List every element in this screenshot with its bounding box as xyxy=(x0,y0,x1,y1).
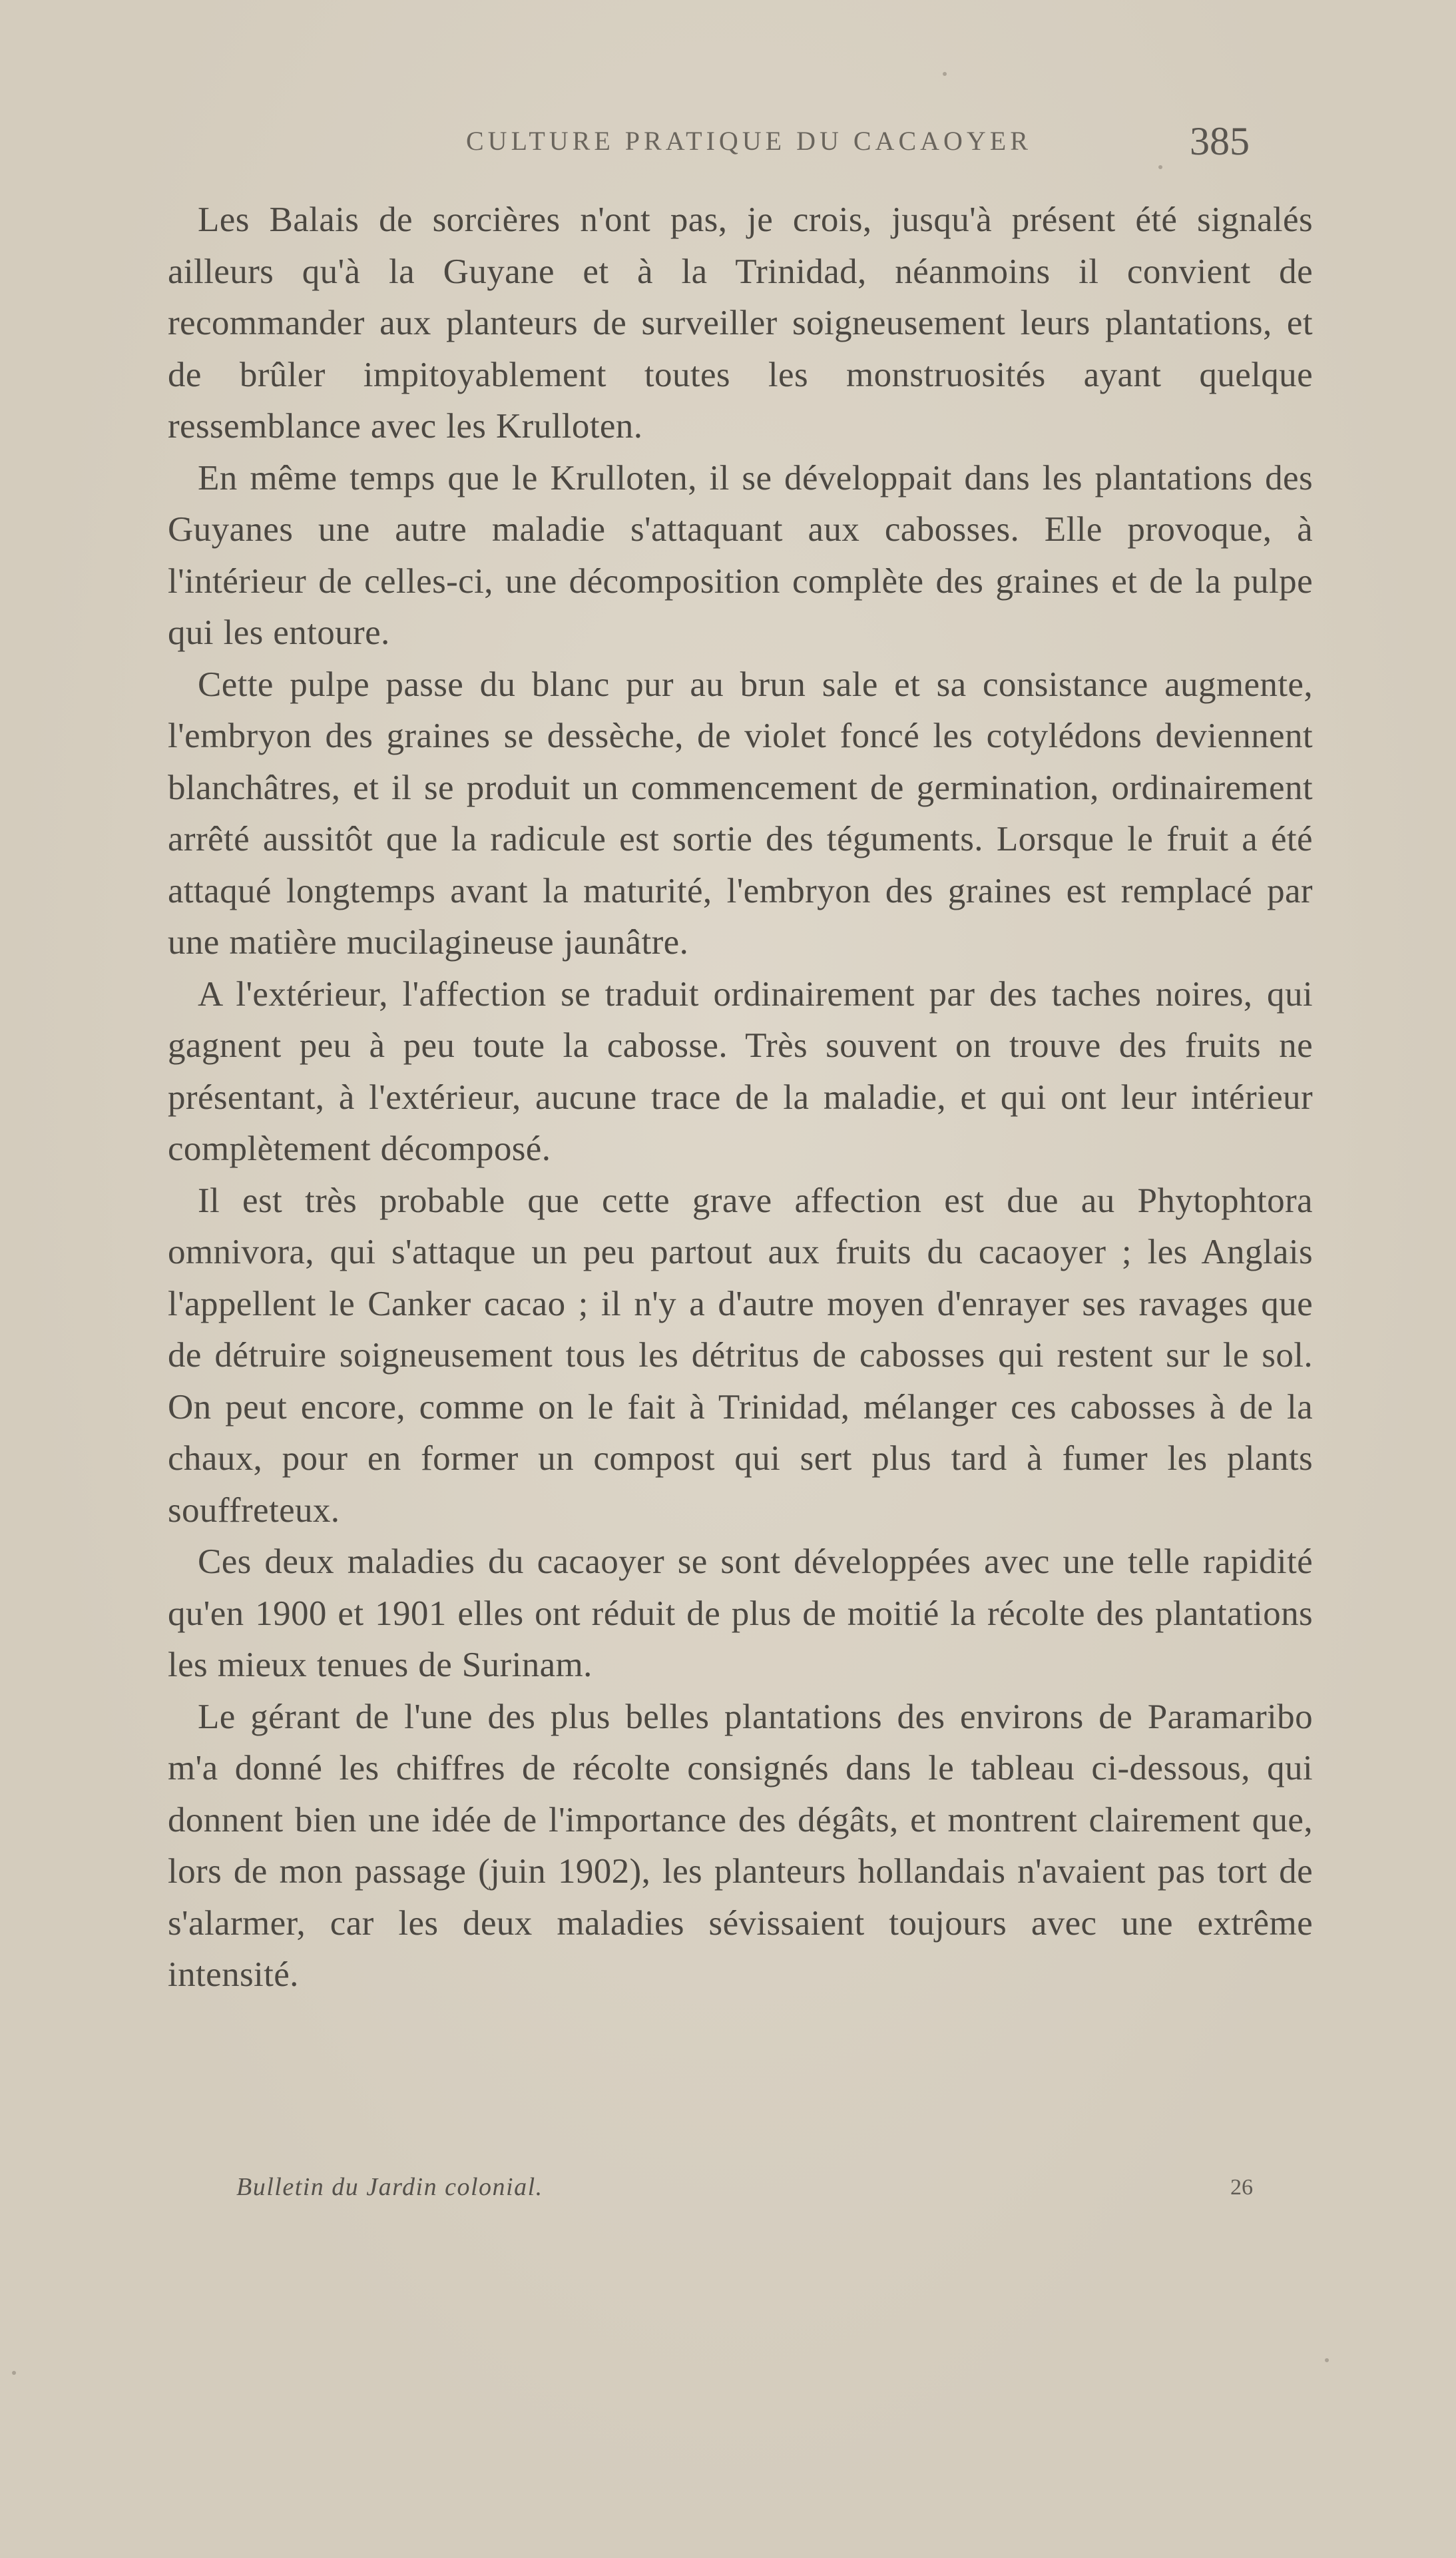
paper-speck xyxy=(1325,2358,1329,2362)
paragraph: Ces deux maladies du cacaoyer se sont développées avec une telle rapidité qu'en 1900 et 1901 elles ont réduit de plus de moitié la récolte des plantations les mieux tenues de Surinam. xyxy=(168,1542,1313,1684)
running-title: CULTURE PRATIQUE DU CACAOYER xyxy=(466,126,1032,156)
body-text xyxy=(168,194,1313,2001)
page-number: 385 xyxy=(1190,119,1250,163)
paper-speck xyxy=(12,2371,16,2375)
running-header xyxy=(0,119,1456,172)
paragraph: Cette pulpe passe du blanc pur au brun sale et sa consistance augmente, l'embryon des graines se dessèche, de violet foncé les cotylédons deviennent blanchâtres, et il se produit un commencement de germination, ordinairement arrêté aussitôt que la radicule est sortie des téguments. Lorsque le fruit a été attaqué longtemps avant la maturité, l'embryon des graines est remplacé par une matière mucilagineuse jaunâtre. xyxy=(168,665,1313,962)
paragraph: Le gérant de l'une des plus belles plantations des environs de Paramaribo m'a donné les chiffres de récolte consignés dans le tableau ci-dessous, qui donnent bien une idée de l'importance des dégâts, et montrent clairement que, lors de mon passage (juin 1902), les planteurs hollandais n'avaient pas tort de s'alarmer, car les deux maladies sévissaient toujours avec une extrême intensité. xyxy=(168,1697,1313,1994)
paragraph: A l'extérieur, l'affection se traduit ordinairement par des taches noires, qui gagnent peu à peu toute la cabosse. Très souvent on trouve des fruits ne présentant, à l'extérieur, aucune trace de la maladie, et qui ont leur intérieur complètement décomposé. xyxy=(168,974,1313,1168)
page-footer xyxy=(0,2172,1456,2212)
paragraph: En même temps que le Krulloten, il se développait dans les plantations des Guyanes une autre maladie s'attaquant aux cabosses. Elle provoque, à l'intérieur de celles-ci, une décomposition complète des graines et de la pulpe qui les entoure. xyxy=(168,458,1313,652)
paragraph: Les Balais de sorcières n'ont pas, je crois, jusqu'à présent été signalés ailleurs qu'à la Guyane et à la Trinidad, néanmoins il convient de recommander aux planteurs de surveiller soigneusement leurs plantations, et de brûler impitoyablement toutes les monstruosités ayant quelque ressemblance avec les Krulloten. xyxy=(168,200,1313,446)
signature-mark: 26 xyxy=(1230,2175,1253,2200)
paragraph: Il est très probable que cette grave affection est due au Phytophtora omnivora, qui s'attaque un peu partout aux fruits du cacaoyer ; les Anglais l'appellent le Canker cacao ; il n'y a d'autre moyen d'enrayer ses ravages que de détruire soigneusement tous les détritus de cabosses qui restent sur le sol. On peut encore, comme on le fait à Trinidad, mélanger ces cabosses à de la chaux, pour en former un compost qui sert plus tard à fumer les plants souffreteux. xyxy=(168,1181,1313,1530)
paper-speck xyxy=(943,72,947,76)
publication-title: Bulletin du Jardin colonial. xyxy=(236,2173,543,2201)
paper-speck xyxy=(1158,165,1162,169)
